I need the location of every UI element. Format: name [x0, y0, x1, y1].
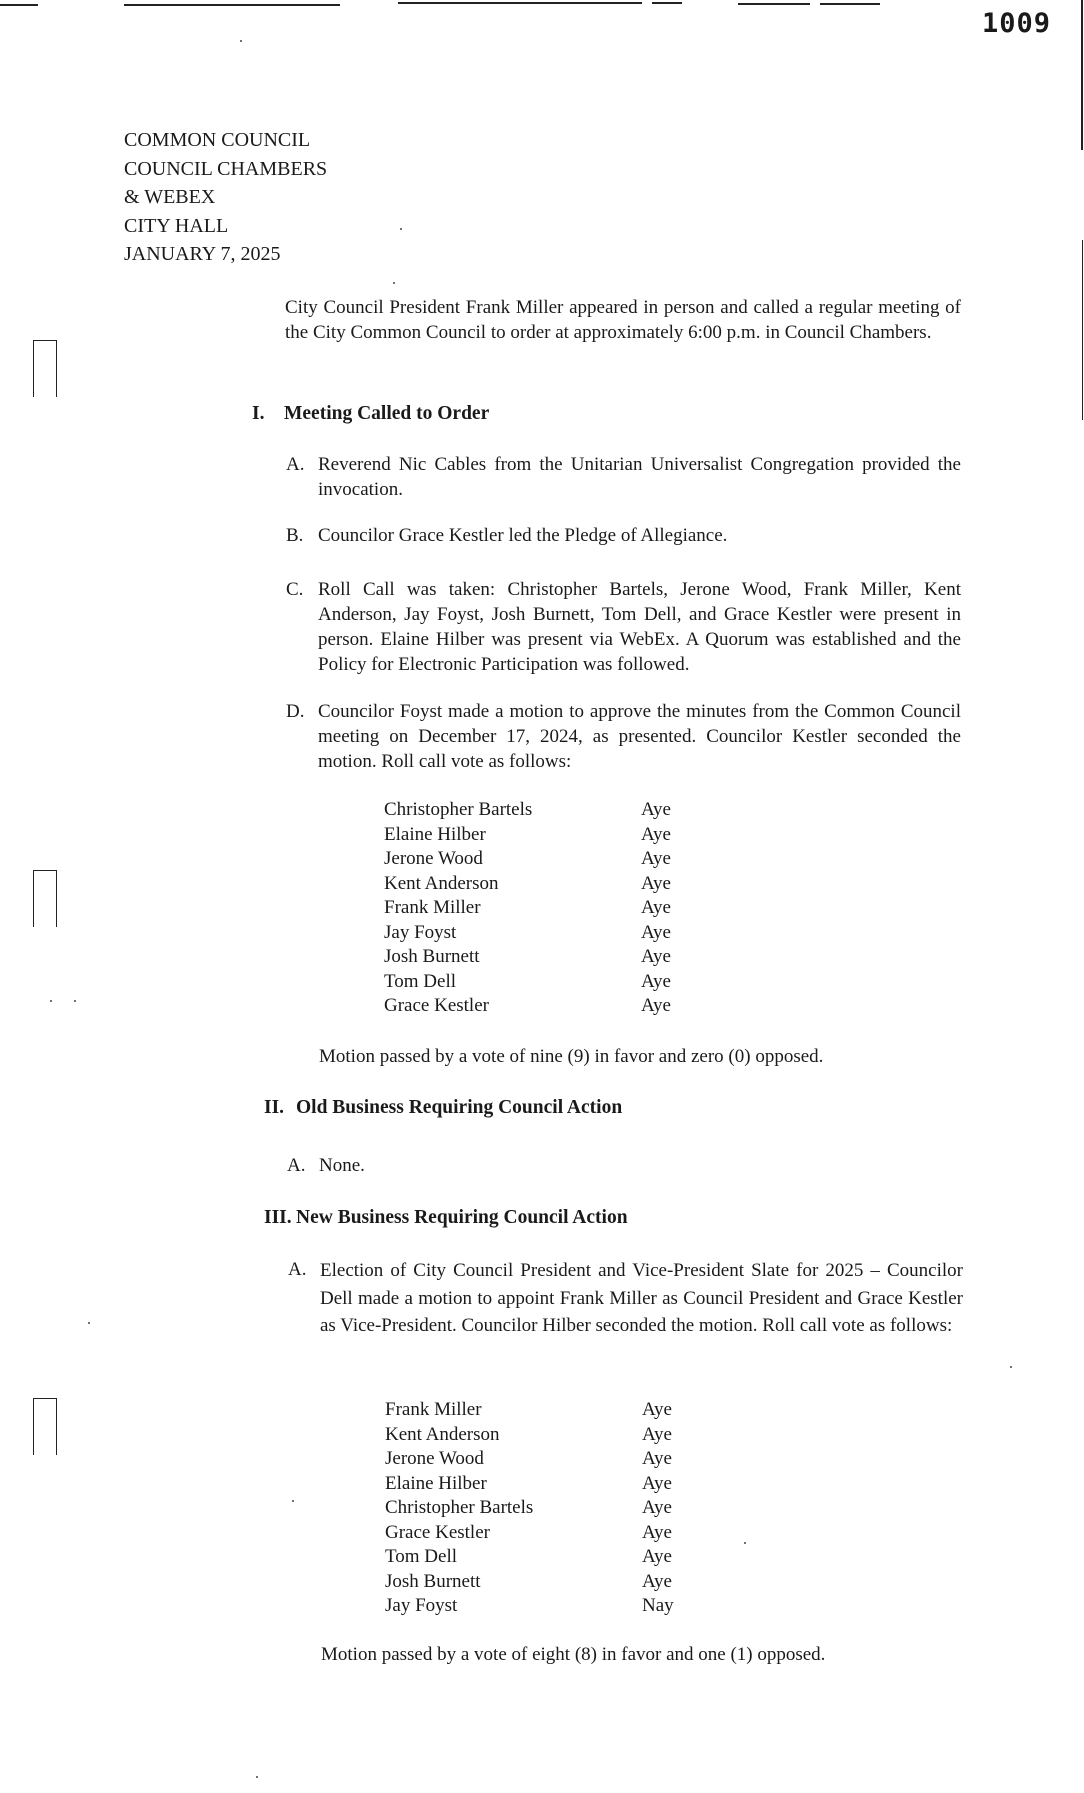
header-line: COMMON COUNCIL: [124, 129, 311, 151]
councilor-name: Frank Miller: [384, 897, 481, 918]
vote-row: [385, 1570, 674, 1595]
section-heading: [252, 401, 489, 426]
vote-value: Aye: [642, 1448, 672, 1469]
item-label: B.: [286, 525, 304, 546]
scan-speck: [50, 1000, 52, 1002]
list-item: [287, 1153, 962, 1178]
section-number: I.: [252, 403, 265, 424]
vote-row: [384, 945, 671, 970]
vote-value: Aye: [641, 823, 671, 845]
binding-hole-mark: [33, 870, 57, 927]
councilor-name: Elaine Hilber: [384, 823, 486, 845]
scan-line: [398, 2, 642, 4]
scan-line: [0, 4, 38, 6]
section-title: New Business Requiring Council Action: [296, 1207, 628, 1228]
vote-row: [385, 1521, 674, 1546]
vote-row: [384, 872, 671, 897]
vote-value: Aye: [642, 1546, 672, 1567]
vote-row: [385, 1398, 674, 1423]
scan-speck: [256, 1776, 258, 1778]
roll-call-vote-table: [384, 798, 671, 1019]
header-line: & WEBEX: [124, 186, 216, 208]
vote-value: Aye: [642, 1497, 672, 1518]
roll-call-vote-table: [385, 1398, 674, 1619]
item-label: A.: [287, 1155, 306, 1176]
section-number: III.: [264, 1207, 292, 1228]
vote-value: Aye: [642, 1521, 672, 1543]
scan-speck: [88, 1322, 90, 1324]
header-line: CITY HALL: [124, 214, 229, 237]
vote-value: Aye: [641, 995, 671, 1016]
councilor-name: Jerone Wood: [385, 1448, 484, 1469]
meeting-header: [124, 126, 444, 269]
section-number: II.: [264, 1097, 285, 1118]
item-text: Councilor Foyst made a motion to approve the minutes from the Common Council meeting on December 17, 2024, as presented. Councilor Kestler seconded the motion. Roll call vote as follows:: [318, 701, 961, 772]
councilor-name: Josh Burnett: [385, 1570, 481, 1592]
header-line: COUNCIL CHAMBERS: [124, 157, 328, 180]
vote-value: Aye: [641, 946, 671, 967]
item-text: Election of City Council President and Vice-President Slate for 2025 – Councilor Dell made a motion to appoint Frank Miller as Council President and Grace Kestler as Vice-President. Councilor Hilber seconded the motion. Roll call vote as follows:: [320, 1260, 963, 1336]
vote-row: [384, 896, 671, 921]
vote-row: [384, 798, 671, 823]
councilor-name: Jerone Wood: [384, 848, 483, 869]
vote-value: Aye: [641, 799, 671, 820]
motion-result: Motion passed by a vote of nine (9) in favor and zero (0) opposed.: [319, 1046, 824, 1067]
scan-line: [124, 4, 340, 6]
councilor-name: Jay Foyst: [384, 921, 457, 943]
binding-hole-mark: [33, 1398, 57, 1455]
scan-speck: [292, 1500, 294, 1502]
vote-row: [385, 1496, 674, 1521]
item-label: D.: [286, 701, 305, 722]
section-heading: [264, 1095, 622, 1120]
councilor-name: Tom Dell: [385, 1546, 458, 1567]
scan-line: [820, 3, 880, 5]
councilor-name: Christopher Bartels: [385, 1497, 534, 1518]
vote-value: Nay: [642, 1595, 674, 1616]
councilor-name: Elaine Hilber: [385, 1472, 487, 1494]
scan-speck: [1010, 1366, 1012, 1368]
vote-value: Aye: [641, 848, 671, 869]
scan-speck: [240, 40, 242, 42]
list-item: [286, 523, 961, 548]
vote-value: Aye: [641, 872, 671, 894]
list-item: [286, 577, 961, 677]
section-heading: [264, 1205, 628, 1230]
item-label: A.: [286, 454, 305, 475]
councilor-name: Grace Kestler: [385, 1521, 490, 1543]
motion-result: Motion passed by a vote of eight (8) in favor and one (1) opposed.: [321, 1644, 826, 1665]
vote-value: Aye: [641, 970, 671, 992]
vote-row: [385, 1423, 674, 1448]
scan-speck: [393, 282, 395, 284]
vote-row: [385, 1594, 674, 1619]
vote-value: Aye: [642, 1423, 672, 1445]
councilor-name: Grace Kestler: [384, 995, 489, 1016]
section-title: Meeting Called to Order: [284, 403, 490, 424]
vote-row: [384, 823, 671, 848]
vote-row: [385, 1472, 674, 1497]
vote-row: [384, 847, 671, 872]
item-label: A.: [288, 1259, 307, 1280]
list-item: [286, 699, 961, 774]
vote-value: Aye: [642, 1399, 672, 1420]
list-item: [286, 452, 961, 502]
page-number: 1009: [982, 8, 1052, 39]
vote-value: Aye: [641, 921, 671, 943]
councilor-name: Tom Dell: [384, 970, 457, 992]
vote-row: [384, 994, 671, 1019]
item-text: Roll Call was taken: Christopher Bartels, Jerone Wood, Frank Miller, Kent Anderson, Jay Foyst, Josh Burnett, Tom Dell, and Grace Kestler were present in person. Elaine Hilber was present via WebEx. A Quorum was established and the Policy for Electronic Participation was followed.: [318, 579, 961, 675]
councilor-name: Kent Anderson: [384, 872, 499, 894]
scan-speck: [74, 1000, 76, 1002]
scan-speck: [744, 1542, 746, 1544]
item-text: Councilor Grace Kestler led the Pledge of Allegiance.: [318, 525, 728, 546]
scan-line: [1081, 0, 1083, 150]
intro-paragraph: City Council President Frank Miller appeared in person and called a regular meeting of the City Common Council to order at approximately 6:00 p.m. in Council Chambers.: [285, 297, 961, 343]
councilor-name: Jay Foyst: [385, 1595, 458, 1616]
item-label: C.: [286, 579, 304, 600]
item-text: Reverend Nic Cables from the Unitarian Universalist Congregation provided the invocation.: [318, 454, 961, 500]
section-title: Old Business Requiring Council Action: [296, 1097, 623, 1118]
scan-line: [652, 2, 682, 4]
vote-row: [384, 921, 671, 946]
scan-line: [738, 3, 810, 5]
vote-row: [385, 1447, 674, 1472]
vote-row: [384, 970, 671, 995]
councilor-name: Josh Burnett: [384, 946, 480, 967]
vote-value: Aye: [641, 897, 671, 918]
councilor-name: Frank Miller: [385, 1399, 482, 1420]
vote-value: Aye: [642, 1570, 672, 1592]
list-item: [288, 1257, 963, 1340]
councilor-name: Kent Anderson: [385, 1423, 500, 1445]
vote-row: [385, 1545, 674, 1570]
vote-value: Aye: [642, 1472, 672, 1494]
scan-line: [1082, 240, 1083, 420]
header-line: JANUARY 7, 2025: [124, 243, 281, 265]
item-text: None.: [319, 1155, 365, 1176]
councilor-name: Christopher Bartels: [384, 799, 533, 820]
binding-hole-mark: [33, 340, 57, 397]
